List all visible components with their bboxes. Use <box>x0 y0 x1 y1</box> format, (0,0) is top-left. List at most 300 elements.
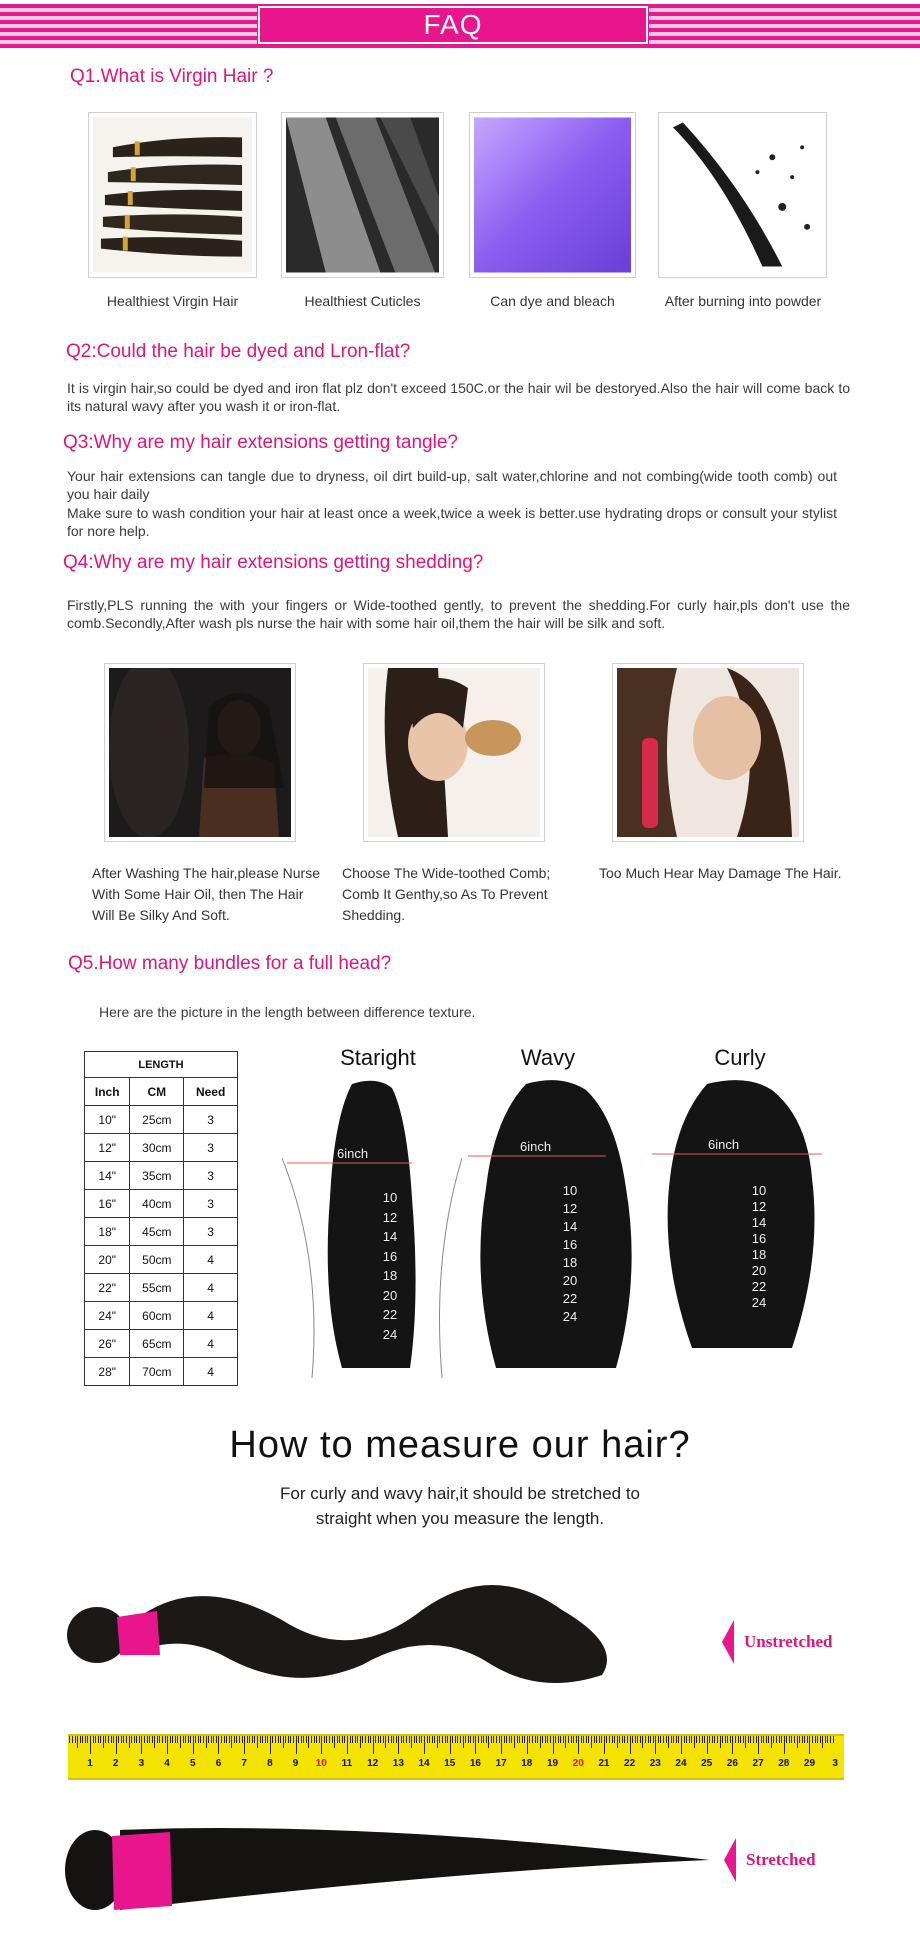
length-mark: 18 <box>562 1255 578 1270</box>
ruler-tick <box>756 1736 757 1743</box>
purple-hair-image <box>474 117 631 273</box>
ruler-tick <box>509 1736 510 1743</box>
cuticle-microscope-image <box>286 117 439 273</box>
ruler-tick <box>229 1736 230 1743</box>
ruler-tick <box>424 1736 425 1754</box>
ruler-number: 12 <box>367 1758 379 1769</box>
length-col-inch: Inch <box>85 1078 130 1106</box>
table-row <box>85 1246 238 1274</box>
ruler-tick <box>218 1736 219 1754</box>
ruler-tick <box>439 1736 440 1743</box>
ruler-tick <box>802 1736 803 1743</box>
length-mark: 12 <box>562 1201 578 1216</box>
q4-question: Why are my hair extensions getting shedding? <box>93 552 484 573</box>
ruler-tick <box>224 1736 225 1743</box>
ruler-tick <box>172 1736 173 1743</box>
ruler-tick <box>355 1736 356 1743</box>
ruler-tick <box>103 1736 104 1748</box>
ruler-number: 28 <box>778 1758 790 1769</box>
ruler-tick <box>445 1736 446 1743</box>
ruler-tick <box>619 1736 620 1743</box>
ruler-tick <box>506 1736 507 1743</box>
ruler-tick <box>90 1736 91 1754</box>
q3-number: Q3: <box>63 432 94 453</box>
ruler-tick <box>560 1736 561 1743</box>
cuticles-photo <box>281 112 444 278</box>
cell-need: 3 <box>184 1134 238 1162</box>
ruler-tick <box>604 1736 605 1754</box>
ruler-tick <box>290 1736 291 1743</box>
q5-heading <box>68 953 391 975</box>
ruler-tick <box>234 1736 235 1743</box>
table-row <box>85 1330 238 1358</box>
hair-bundles-image <box>93 117 252 273</box>
ruler-tick <box>470 1736 471 1743</box>
q1-caption-3: Can dye and bleach <box>490 293 615 309</box>
ruler-tick <box>254 1736 255 1743</box>
texture-label-curly: Curly <box>714 1045 766 1070</box>
ruler-number: 3 <box>832 1758 838 1769</box>
ruler-tick <box>517 1736 518 1743</box>
ruler-tick <box>830 1736 831 1743</box>
cell-cm: 55cm <box>130 1274 184 1302</box>
ruler-tick <box>75 1736 76 1743</box>
ruler-tick <box>738 1736 739 1743</box>
ruler-tick <box>375 1736 376 1743</box>
stretched-label-tag <box>724 1838 816 1882</box>
length-col-need: Need <box>184 1078 238 1106</box>
ruler-tick <box>380 1736 381 1743</box>
ruler-number: 8 <box>267 1758 273 1769</box>
ruler-tick <box>676 1736 677 1743</box>
ruler-tick <box>308 1736 309 1748</box>
ruler-tick <box>193 1736 194 1754</box>
ruler-tick <box>591 1736 592 1748</box>
ruler-tick <box>563 1736 564 1743</box>
measure-subtitle-line-1: For curly and wavy hair,it should be stretched to <box>279 1484 640 1503</box>
ruler-tick <box>673 1736 674 1743</box>
burned-powder-image <box>663 117 822 273</box>
ruler-tick <box>432 1736 433 1743</box>
ruler-tick <box>123 1736 124 1743</box>
ruler-tick <box>149 1736 150 1743</box>
cell-inch: 24" <box>85 1302 130 1330</box>
cell-inch: 16" <box>85 1190 130 1218</box>
ruler-number: 1 <box>87 1758 93 1769</box>
q1-question: What is Virgin Hair ? <box>100 66 274 87</box>
ruler-tick <box>82 1736 83 1743</box>
q4-caption-2: Choose The Wide-toothed Comb; Comb It Genthy,so As To Prevent Shedding. <box>342 865 551 923</box>
ruler-tick <box>681 1736 682 1754</box>
q3-answer-1: Your hair extensions can tangle due to dryness, oil dirt build-up, salt water,chlorine and not combing(wide tooth comb) out you hair daily <box>67 468 837 502</box>
ruler-tick <box>707 1736 708 1754</box>
ruler-tick <box>118 1736 119 1743</box>
curly-length-marks <box>749 1183 769 1311</box>
ruler-tick <box>804 1736 805 1743</box>
ruler-tick <box>393 1736 394 1743</box>
ruler-tick <box>473 1736 474 1743</box>
length-mark: 14 <box>382 1229 398 1244</box>
ruler-tick <box>545 1736 546 1743</box>
ruler-tick <box>326 1736 327 1743</box>
cell-need: 3 <box>184 1106 238 1134</box>
ruler-tick <box>406 1736 407 1743</box>
ruler-tick <box>833 1736 834 1743</box>
ruler-tick <box>85 1736 86 1743</box>
ruler-tick <box>722 1736 723 1743</box>
ruler-tick <box>262 1736 263 1743</box>
table-row <box>85 1106 238 1134</box>
cell-inch: 14" <box>85 1162 130 1190</box>
cell-need: 3 <box>184 1162 238 1190</box>
ruler-tick <box>684 1736 685 1743</box>
cell-inch: 22" <box>85 1274 130 1302</box>
ruler-tick <box>704 1736 705 1743</box>
ruler-tick <box>712 1736 713 1743</box>
unstretched-label-tag <box>722 1620 832 1664</box>
cell-cm: 35cm <box>130 1162 184 1190</box>
ruler-tick <box>771 1736 772 1748</box>
q4-caption-3: Too Much Hear May Damage The Hair. <box>599 865 842 881</box>
ruler-tick <box>216 1736 217 1743</box>
ruler-tick <box>815 1736 816 1743</box>
ruler-tick <box>699 1736 700 1743</box>
ruler-tick <box>668 1736 669 1748</box>
ruler-tick <box>126 1736 127 1743</box>
wavy-hair-length-chart <box>466 1078 646 1378</box>
cell-cm: 25cm <box>130 1106 184 1134</box>
ruler-tick <box>329 1736 330 1743</box>
ruler-tick <box>357 1736 358 1743</box>
ruler-tick <box>211 1736 212 1743</box>
burned-hair-photo <box>658 112 827 278</box>
length-mark: 24 <box>751 1295 767 1310</box>
ruler-tick <box>496 1736 497 1743</box>
ruler-tick <box>188 1736 189 1743</box>
ruler-tick <box>270 1736 271 1754</box>
q4-caption-1: After Washing The hair,please Nurse With Some Hair Oil, then The Hair Will Be Silky And Soft. <box>92 865 321 923</box>
ruler-number: 6 <box>215 1758 222 1769</box>
ruler-tick <box>596 1736 597 1743</box>
q1-heading <box>70 66 273 88</box>
q1-caption-2: Healthiest Cuticles <box>304 293 421 309</box>
ruler-tick <box>617 1736 618 1748</box>
length-mark: 10 <box>382 1190 398 1205</box>
ruler-tick <box>365 1736 366 1743</box>
ruler-tick <box>136 1736 137 1743</box>
ruler-tick <box>398 1736 399 1754</box>
ruler-tick <box>434 1736 435 1743</box>
q1-caption-1: Healthiest Virgin Hair <box>106 293 239 309</box>
curling-iron-model-image <box>617 668 799 837</box>
length-mark: 18 <box>751 1247 767 1262</box>
ruler-tick <box>460 1736 461 1743</box>
length-table <box>84 1051 238 1386</box>
cell-need: 4 <box>184 1358 238 1386</box>
length-mark: 18 <box>382 1268 398 1283</box>
ruler-tick <box>576 1736 577 1743</box>
cell-cm: 30cm <box>130 1134 184 1162</box>
length-mark: 16 <box>751 1231 767 1246</box>
length-mark: 24 <box>382 1326 398 1342</box>
length-mark: 22 <box>562 1291 578 1306</box>
ruler-tick <box>624 1736 625 1743</box>
ruler-number: 21 <box>598 1758 610 1769</box>
hair-oil-photo <box>104 663 296 842</box>
ruler-tick <box>98 1736 99 1743</box>
ruler-tick <box>614 1736 615 1743</box>
ruler-tick <box>766 1736 767 1743</box>
ruler-tick <box>720 1736 721 1748</box>
ruler-tick <box>648 1736 649 1743</box>
ruler-tick <box>514 1736 515 1748</box>
combing-model-image <box>368 668 540 837</box>
cell-inch: 26" <box>85 1330 130 1358</box>
ruler-tick <box>696 1736 697 1743</box>
ruler-number: 15 <box>444 1758 456 1769</box>
ruler-tick <box>542 1736 543 1743</box>
ruler-tick <box>409 1736 410 1743</box>
ruler-number: 23 <box>649 1758 661 1769</box>
length-mark: 16 <box>562 1237 578 1252</box>
ruler-number: 16 <box>469 1758 481 1769</box>
ruler-tick <box>170 1736 171 1743</box>
cell-need: 4 <box>184 1274 238 1302</box>
length-mark: 10 <box>562 1183 578 1198</box>
ruler-tick <box>416 1736 417 1743</box>
length-mark: 12 <box>382 1209 398 1225</box>
q2-number: Q2: <box>66 341 97 362</box>
ruler-tick <box>450 1736 451 1754</box>
ruler-tick <box>671 1736 672 1743</box>
ruler-tick <box>301 1736 302 1743</box>
ruler-tick <box>275 1736 276 1743</box>
straight-hair-length-chart <box>282 1078 462 1378</box>
ruler-tick <box>442 1736 443 1743</box>
ruler-tick <box>154 1736 155 1748</box>
ruler-tick <box>457 1736 458 1743</box>
ruler-tick <box>203 1736 204 1743</box>
ruler-tick <box>231 1736 232 1748</box>
ruler-tick <box>226 1736 227 1743</box>
ruler-tick <box>342 1736 343 1743</box>
ruler-tick <box>455 1736 456 1743</box>
ruler-tick <box>373 1736 374 1754</box>
ruler-tick <box>735 1736 736 1743</box>
ruler-tick <box>95 1736 96 1743</box>
ruler-number: 19 <box>546 1758 559 1769</box>
ruler-tick <box>779 1736 780 1743</box>
q2-heading <box>66 341 410 363</box>
q4-answer: Firstly,PLS running the with your fingers or Wide-toothed gently, to prevent the shedding.For curly hair,pls don't use the comb.Secondly,After wash pls nurse the hair with some hair oil,them the hair will be silk and soft. <box>67 597 850 631</box>
ruler-tick <box>414 1736 415 1743</box>
cell-need: 4 <box>184 1330 238 1358</box>
ruler-tick <box>213 1736 214 1743</box>
ruler-tick <box>468 1736 469 1743</box>
ruler-tick <box>743 1736 744 1743</box>
curly-hair-length-chart <box>652 1078 832 1378</box>
ruler-tick <box>791 1736 792 1743</box>
ruler-tick <box>642 1736 643 1748</box>
table-row <box>85 1274 238 1302</box>
length-mark: 14 <box>562 1219 578 1234</box>
ruler-tick <box>316 1736 317 1743</box>
ruler-tick <box>180 1736 181 1748</box>
ruler-tick <box>401 1736 402 1743</box>
ruler-tick <box>419 1736 420 1743</box>
ruler-tick <box>111 1736 112 1743</box>
ruler-tick <box>352 1736 353 1743</box>
texture-label-wavy: Wavy <box>520 1045 576 1070</box>
ruler-tick <box>730 1736 731 1743</box>
unstretched-wavy-bundle <box>62 1565 632 1695</box>
ruler-tick <box>249 1736 250 1743</box>
ruler-tick <box>781 1736 782 1743</box>
ruler-tick <box>257 1736 258 1748</box>
cell-inch: 28" <box>85 1358 130 1386</box>
ruler-tick <box>105 1736 106 1743</box>
cell-inch: 10" <box>85 1106 130 1134</box>
ruler-tick <box>691 1736 692 1743</box>
length-mark: 10 <box>751 1183 767 1198</box>
ruler-tick <box>524 1736 525 1743</box>
ruler-tick <box>812 1736 813 1743</box>
ruler-tick <box>221 1736 222 1743</box>
length-mark: 20 <box>562 1273 578 1288</box>
ruler-number: 14 <box>418 1758 430 1769</box>
ruler-tick <box>159 1736 160 1743</box>
curly-crown-label: 6inch <box>708 1137 740 1152</box>
ruler-tick <box>750 1736 751 1743</box>
ruler-tick <box>285 1736 286 1743</box>
ruler-tick <box>208 1736 209 1743</box>
ruler-tick <box>820 1736 821 1743</box>
ruler-tick <box>612 1736 613 1743</box>
length-mark: 16 <box>382 1248 398 1264</box>
ruler-tick <box>100 1736 101 1743</box>
ruler-tick <box>347 1736 348 1754</box>
table-row <box>85 1358 238 1386</box>
cell-need: 3 <box>184 1190 238 1218</box>
ruler-tick <box>822 1736 823 1748</box>
ruler-tick <box>547 1736 548 1743</box>
ruler-tick <box>239 1736 240 1743</box>
ruler-tick <box>129 1736 130 1748</box>
ruler-tick <box>198 1736 199 1743</box>
ruler-tick <box>702 1736 703 1743</box>
ruler-tick <box>411 1736 412 1748</box>
ruler-tick <box>319 1736 320 1743</box>
ruler-tick <box>108 1736 109 1743</box>
ruler-tick <box>311 1736 312 1743</box>
measure-subtitle <box>0 1481 920 1531</box>
ruler-number: 4 <box>164 1758 170 1769</box>
ruler-tick <box>686 1736 687 1743</box>
ruler-tick <box>504 1736 505 1743</box>
ruler-tick <box>378 1736 379 1743</box>
ruler-tick <box>396 1736 397 1743</box>
ruler-tick <box>162 1736 163 1743</box>
ruler-tick <box>594 1736 595 1743</box>
ruler-tick <box>535 1736 536 1743</box>
measuring-tape <box>68 1734 844 1780</box>
ruler-tick <box>177 1736 178 1743</box>
ruler-tick <box>139 1736 140 1743</box>
ruler-tick <box>635 1736 636 1743</box>
ruler-tick <box>190 1736 191 1743</box>
ruler-tick <box>807 1736 808 1743</box>
ruler-tick <box>314 1736 315 1743</box>
ruler-number: 22 <box>624 1758 636 1769</box>
ruler-tick <box>195 1736 196 1743</box>
length-mark: 14 <box>751 1215 767 1230</box>
cell-cm: 40cm <box>130 1190 184 1218</box>
ruler-tick <box>499 1736 500 1743</box>
wavy-length-marks <box>560 1182 580 1326</box>
ruler-number: 13 <box>392 1758 404 1769</box>
ruler-tick <box>183 1736 184 1743</box>
ruler-tick <box>465 1736 466 1743</box>
ruler-tick <box>511 1736 512 1743</box>
ruler-tick <box>578 1736 579 1754</box>
table-row <box>85 1302 238 1330</box>
ruler-tick <box>134 1736 135 1743</box>
ruler-tick <box>758 1736 759 1754</box>
ruler-tick <box>565 1736 566 1748</box>
ruler-tick <box>147 1736 148 1743</box>
ruler-tick <box>601 1736 602 1743</box>
q3-question: Why are my hair extensions getting tangle? <box>93 432 458 453</box>
q1-caption-4: After burning into powder <box>664 293 822 309</box>
ruler-tick <box>689 1736 690 1743</box>
ruler-tick <box>588 1736 589 1743</box>
ruler-tick <box>80 1736 81 1743</box>
ruler-tick <box>725 1736 726 1743</box>
ruler-tick <box>501 1736 502 1754</box>
ruler-tick <box>481 1736 482 1743</box>
faq-title: FAQ <box>258 6 648 44</box>
ruler-tick <box>157 1736 158 1743</box>
ruler-tick <box>660 1736 661 1743</box>
ruler-tick <box>303 1736 304 1743</box>
ruler-tick <box>678 1736 679 1743</box>
ruler-tick <box>383 1736 384 1743</box>
ruler-number: 9 <box>292 1758 299 1769</box>
cell-cm: 70cm <box>130 1358 184 1386</box>
q5-number: Q5. <box>68 953 99 974</box>
ruler-tick <box>519 1736 520 1743</box>
ruler-number: 10 <box>315 1758 327 1769</box>
stretched-label: Stretched <box>746 1850 816 1869</box>
ruler-tick <box>491 1736 492 1743</box>
ruler-tick <box>334 1736 335 1748</box>
table-row <box>85 1190 238 1218</box>
ruler-tick <box>599 1736 600 1743</box>
ruler-tick <box>799 1736 800 1743</box>
ruler-tick <box>306 1736 307 1743</box>
ruler-tick <box>717 1736 718 1743</box>
texture-label-straight: Staright <box>340 1045 416 1070</box>
ruler-number: 17 <box>495 1758 507 1769</box>
comb-photo <box>363 663 545 842</box>
ruler-tick <box>558 1736 559 1743</box>
ruler-tick <box>421 1736 422 1743</box>
left-arrow-icon <box>722 1620 734 1664</box>
ruler-tick <box>272 1736 273 1743</box>
ruler-tick <box>391 1736 392 1743</box>
ruler-tick <box>655 1736 656 1754</box>
cell-inch: 18" <box>85 1218 130 1246</box>
